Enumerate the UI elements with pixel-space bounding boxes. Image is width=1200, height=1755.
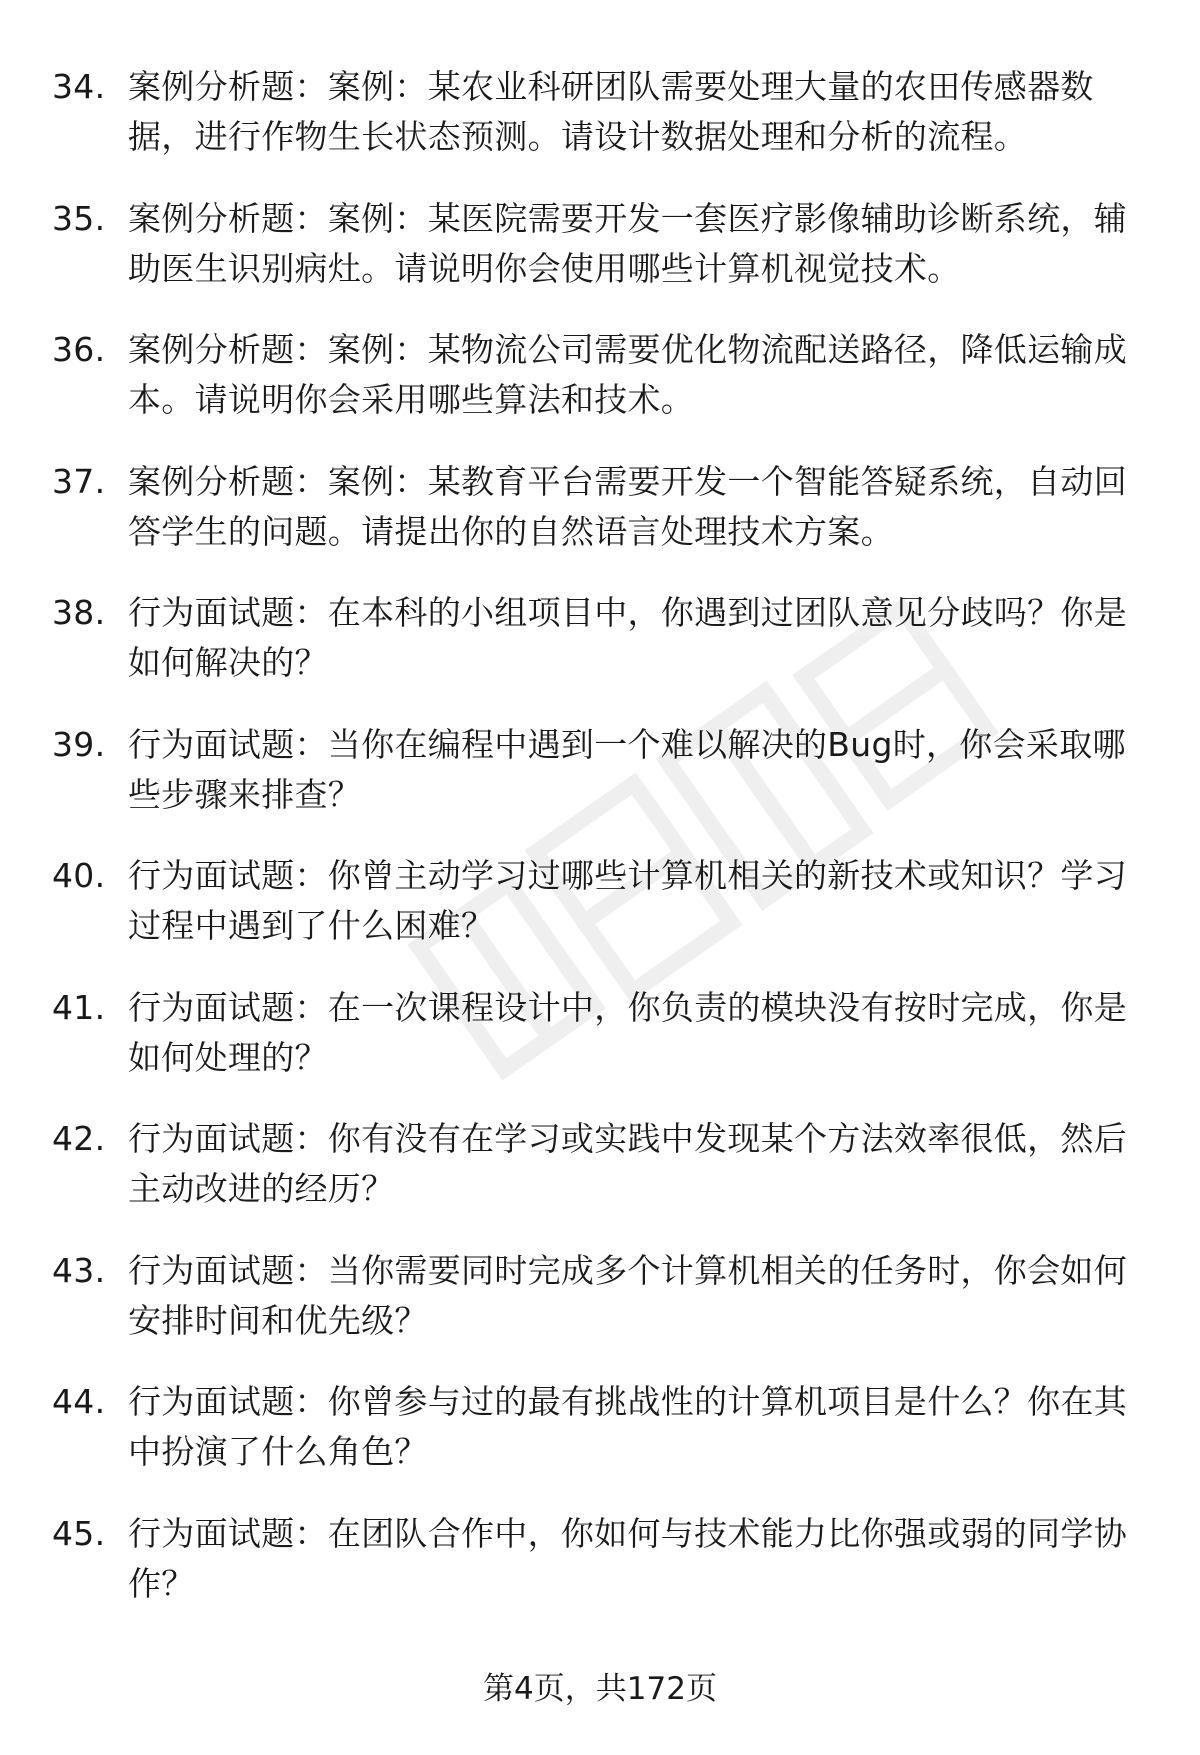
question-number: 38. [52, 593, 106, 632]
question-text: 案例分析题：案例：某教育平台需要开发一个智能答疑系统，自动回答学生的问题。请提出你的自然语言处理技术方案。 [128, 461, 1127, 551]
question-number: 45. [52, 1513, 106, 1553]
question-text: 行为面试题：在团队合作中，你如何与技术能力比你强或弱的同学协作？ [128, 1513, 1127, 1603]
question-item [52, 457, 1152, 557]
question-number: 42. [52, 1119, 106, 1158]
question-text: 行为面试题：在一次课程设计中，你负责的模块没有按时完成，你是如何处理的？ [128, 987, 1127, 1077]
page-footer: 第4页，共172页 [483, 1671, 717, 1707]
question-number: 35. [52, 198, 106, 238]
question-item [52, 851, 1152, 951]
question-item [52, 1509, 1152, 1609]
question-text: 行为面试题：你有没有在学习或实践中发现某个方法效率很低，然后主动改进的经历？ [128, 1119, 1127, 1208]
question-number: 41. [52, 987, 106, 1027]
question-number: 37. [52, 461, 106, 501]
question-number: 39. [52, 724, 106, 764]
question-text: 行为面试题：在本科的小组项目中，你遇到过团队意见分歧吗？你是如何解决的？ [128, 593, 1127, 682]
question-text: 行为面试题：当你在编程中遇到一个难以解决的Bug时，你会采取哪些步骤来排查？ [128, 724, 1126, 814]
question-item [52, 720, 1152, 820]
question-item [52, 1377, 1152, 1477]
question-number: 34. [52, 67, 106, 106]
question-item [52, 588, 1152, 688]
question-text: 案例分析题：案例：某农业科研团队需要处理大量的农田传感器数据，进行作物生长状态预测。请设计数据处理和分析的流程。 [128, 67, 1094, 156]
question-number: 36. [52, 330, 106, 369]
question-text: 行为面试题：你曾主动学习过哪些计算机相关的新技术或知识？学习过程中遇到了什么困难？ [128, 856, 1127, 945]
question-item [52, 325, 1152, 425]
question-text: 行为面试题：你曾参与过的最有挑战性的计算机项目是什么？你在其中扮演了什么角色？ [128, 1382, 1127, 1471]
question-number: 44. [52, 1382, 106, 1421]
question-list [52, 62, 1152, 1640]
question-item [52, 983, 1152, 1083]
question-item [52, 62, 1152, 162]
question-item [52, 194, 1152, 294]
question-text: 案例分析题：案例：某医院需要开发一套医疗影像辅助诊断系统，辅助医生识别病灶。请说明你会使用哪些计算机视觉技术。 [128, 198, 1127, 288]
question-text: 行为面试题：当你需要同时完成多个计算机相关的任务时，你会如何安排时间和优先级？ [128, 1250, 1127, 1340]
question-number: 43. [52, 1250, 106, 1290]
question-item [52, 1246, 1152, 1346]
question-number: 40. [52, 856, 106, 895]
question-item [52, 1114, 1152, 1214]
question-text: 案例分析题：案例：某物流公司需要优化物流配送路径，降低运输成本。请说明你会采用哪些算法和技术。 [128, 330, 1127, 419]
